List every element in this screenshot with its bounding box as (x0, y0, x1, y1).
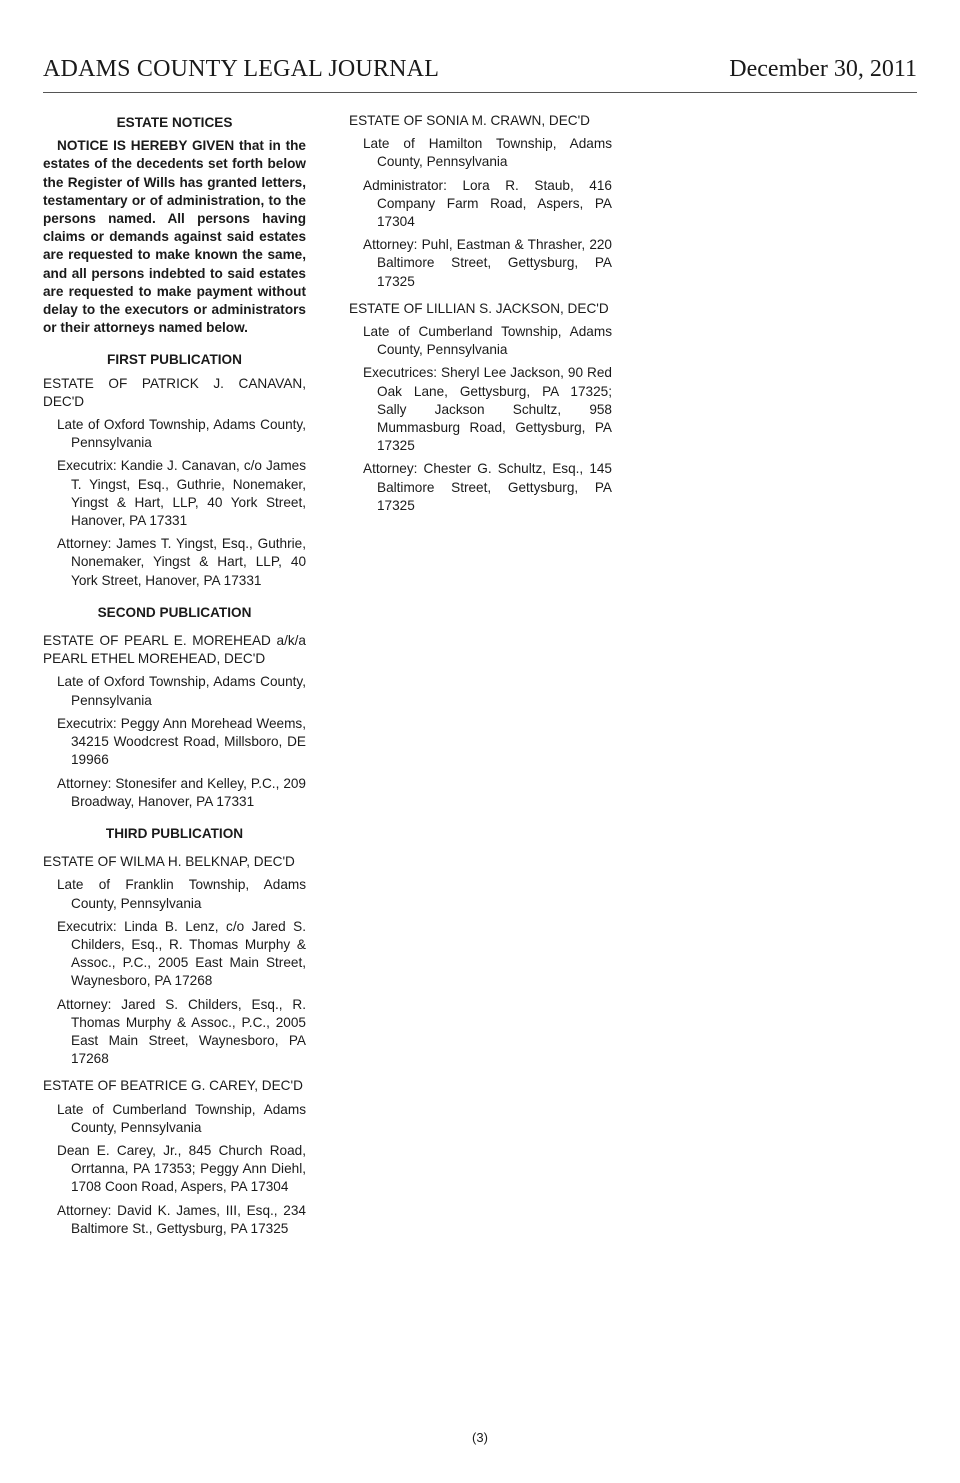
estate-heading: ESTATE OF WILMA H. BELKNAP, DEC'D (43, 854, 295, 870)
third-publication-title: THIRD PUBLICATION (105, 825, 244, 841)
attorney-line: Attorney: Jared S. Childers, Esq., R. Thomas Murphy & Assoc., P.C., 2005 East Main Street, Waynesboro, PA 17268 (57, 996, 306, 1067)
notice-paragraph (43, 137, 306, 337)
estate-carey (43, 1077, 306, 1238)
residence-line: Late of Cumberland Township, Adams County, Pennsylvania (363, 324, 612, 358)
notice-body: that in the estates of the decedents set forth below the Register of Wills has granted letters, testamentary or of administration, to the persons named. All persons having claims or demands against said estates are requested to make known the same, and all persons indebted to said estates are requested to make payment without delay to the executors or administrators or their attorneys named below. (43, 138, 306, 336)
second-publication-title: SECOND PUBLICATION (97, 604, 252, 620)
estate-heading: ESTATE OF LILLIAN S. JACKSON, DEC'D (349, 300, 609, 316)
page-number: (3) (472, 1430, 488, 1445)
residence-line: Late of Franklin Township, Adams County, Pennsylvania (57, 877, 306, 911)
estate-heading: ESTATE OF BEATRICE G. CAREY, DEC'D (43, 1078, 303, 1094)
estate-heading: ESTATE OF PEARL E. MOREHEAD a/k/a PEARL ETHEL MOREHEAD, DEC'D (43, 633, 306, 667)
first-publication-title: FIRST PUBLICATION (107, 352, 242, 368)
administrator-line: Administrator: Lora R. Staub, 416 Company Farm Road, Aspers, PA 17304 (363, 177, 612, 230)
estate-heading: ESTATE OF PATRICK J. CANAVAN, DEC'D (43, 375, 306, 409)
executor-line: Executrix: Linda B. Lenz, c/o Jared S. Childers, Esq., R. Thomas Murphy & Assoc., P.C., 2005 East Main Street, Waynesboro, PA 17268 (57, 918, 306, 989)
executor-line: Executrix: Peggy Ann Morehead Weems, 34215 Woodcrest Road, Millsboro, DE 19966 (57, 715, 306, 768)
estate-jackson (349, 300, 612, 515)
residence-line: Late of Cumberland Township, Adams County, Pennsylvania (57, 1101, 306, 1135)
right-column (349, 112, 612, 524)
attorney-line: Attorney: James T. Yingst, Esq., Guthrie, Nonemaker, Yingst & Hart, LLP, 40 York Street, Hanover, PA 17331 (57, 536, 306, 588)
executor-line: Executrix: Kandie J. Canavan, c/o James T. Yingst, Esq., Guthrie, Nonemaker, Yingst & Hart, LLP, 40 York Street, Hanover, PA 17331 (57, 458, 306, 529)
residence-line: Late of Oxford Township, Adams County, Pennsylvania (57, 417, 306, 451)
attorney-line: Attorney: Chester G. Schultz, Esq., 145 Baltimore Street, Gettysburg, PA 17325 (363, 461, 612, 513)
attorney-line: Attorney: Puhl, Eastman & Thrasher, 220 Baltimore Street, Gettysburg, PA 17325 (363, 237, 612, 289)
page-header (43, 52, 917, 93)
attorney-line: Attorney: David K. James, III, Esq., 234 Baltimore St., Gettysburg, PA 17325 (57, 1202, 306, 1236)
notice-lead: NOTICE IS HEREBY GIVEN (57, 138, 235, 154)
executrices-line: Executrices: Sheryl Lee Jackson, 90 Red Oak Lane, Gettysburg, PA 17325; Sally Jackson Schultz, 958 Mummasburg Road, Gettysburg, PA 17325 (363, 365, 612, 454)
estate-heading: ESTATE OF SONIA M. CRAWN, DEC'D (349, 113, 591, 128)
issue-date: December 30, 2011 (729, 56, 917, 82)
residence-line: Late of Oxford Township, Adams County, Pennsylvania (57, 674, 306, 708)
executor-line: Dean E. Carey, Jr., 845 Church Road, Orrtanna, PA 17353; Peggy Ann Diehl, 1708 Coon Road, Aspers, PA 17304 (57, 1142, 306, 1195)
estate-belknap (43, 853, 306, 1068)
estate-morehead (43, 632, 306, 811)
left-column (43, 112, 306, 1247)
estate-canavan (43, 375, 306, 590)
estate-crawn (349, 112, 612, 291)
residence-line: Late of Hamilton Township, Adams County, Pennsylvania (363, 136, 612, 170)
journal-title: ADAMS COUNTY LEGAL JOURNAL (43, 56, 440, 82)
attorney-line: Attorney: Stonesifer and Kelley, P.C., 209 Broadway, Hanover, PA 17331 (57, 775, 306, 809)
estate-notices-title: ESTATE NOTICES (116, 115, 233, 130)
